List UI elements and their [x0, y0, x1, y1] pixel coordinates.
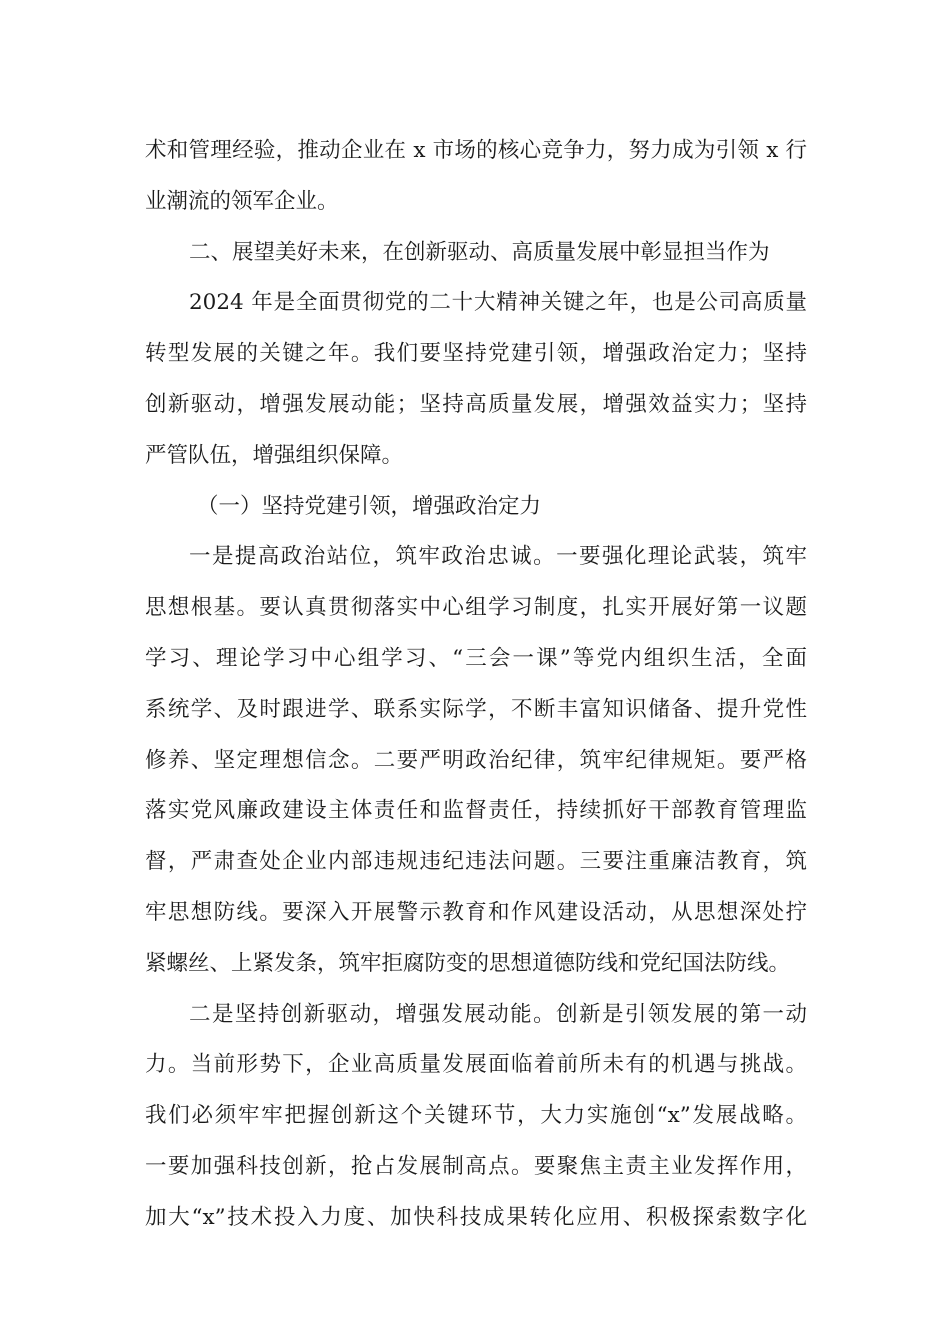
text-line: 牢思想防线。要深入开展警示教育和作风建设活动，从思想深处拧: [145, 899, 807, 925]
text-line: 系统学、及时跟进学、联系实际学，不断丰富知识储备、提升党性: [145, 696, 807, 722]
text-line: 严管队伍，增强组织保障。: [145, 442, 404, 468]
text-line: 一要加强科技创新，抢占发展制高点。要聚焦主责主业发挥作用，: [145, 1153, 807, 1179]
text-line: 修养、坚定理想信念。二要严明政治纪律，筑牢纪律规矩。要严格: [145, 747, 807, 773]
text-line: 2024 年是全面贯彻党的二十大精神关键之年，也是公司高质量: [189, 290, 807, 316]
text-line: 落实党风廉政建设主体责任和监督责任，持续抓好干部教育管理监: [145, 798, 807, 824]
text-line: 思想根基。要认真贯彻落实中心组学习制度，扎实开展好第一议题: [145, 595, 807, 621]
text-line: 学习、理论学习中心组学习、“三会一课”等党内组织生活，全面: [145, 645, 807, 671]
subsection-heading: （一）坚持党建引领，增强政治定力: [197, 493, 542, 519]
text-line: 二是坚持创新驱动，增强发展动能。创新是引领发展的第一动: [189, 1001, 807, 1027]
body-text: [145, 126, 807, 1244]
text-line: 业潮流的领军企业。: [145, 188, 339, 214]
text-line: 转型发展的关键之年。我们要坚持党建引领，增强政治定力；坚持: [145, 341, 807, 367]
text-line: 一是提高政治站位，筑牢政治忠诚。一要强化理论武装，筑牢: [189, 544, 807, 570]
text-line: 创新驱动，增强发展动能；坚持高质量发展，增强效益实力；坚持: [145, 391, 807, 417]
text-line: 力。当前形势下，企业高质量发展面临着前所未有的机遇与挑战。: [145, 1052, 807, 1078]
text-line: 紧螺丝、上紧发条，筑牢拒腐防变的思想道德防线和党纪国法防线。: [145, 950, 791, 976]
text-line: 加大“x”技术投入力度、加快科技成果转化应用、积极探索数字化: [145, 1204, 807, 1230]
section-heading: 二、展望美好未来，在创新驱动、高质量发展中彰显担当作为: [189, 239, 770, 265]
text-line: 督，严肃查处企业内部违规违纪违法问题。三要注重廉洁教育，筑: [145, 849, 807, 875]
text-line: 术和管理经验，推动企业在 x 市场的核心竞争力，努力成为引领 x 行: [145, 138, 807, 163]
text-line: 我们必须牢牢把握创新这个关键环节，大力实施创“x”发展战略。: [145, 1103, 807, 1129]
